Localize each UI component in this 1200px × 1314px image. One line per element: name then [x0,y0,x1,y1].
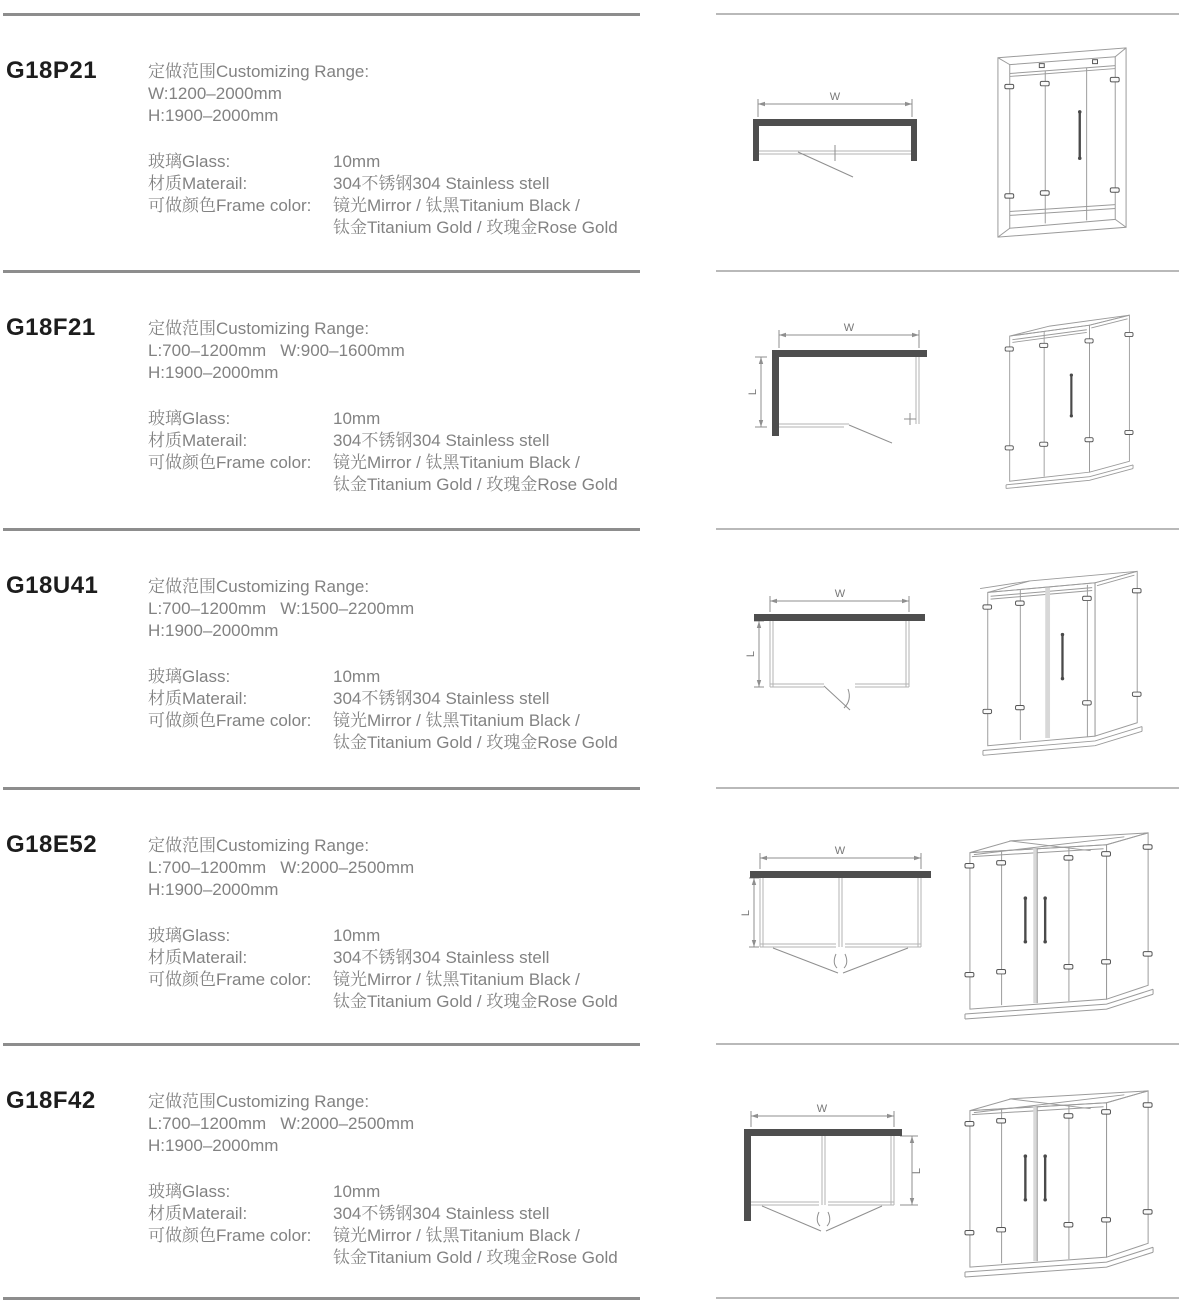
range-dimensions: W:1200–2000mm [148,84,282,103]
range-title: 定做范围Customizing Range: [148,62,370,81]
hinge [965,845,1152,977]
divider-line [716,270,1179,272]
plan-view-drawing [742,1105,927,1235]
spec-value-material: 304不锈钢304 Stainless stell [333,174,550,193]
hinge [1005,332,1133,449]
spec-table [148,925,618,1013]
dimension-w [751,1103,894,1127]
spec-table [148,408,618,496]
spec-table [148,151,618,239]
range-height: H:1900–2000mm [148,106,279,125]
spec-label-glass: 玻璃Glass: [148,926,231,945]
spec-label-material: 材质Materail: [148,431,248,450]
base-tray [965,989,1153,1019]
spec-label-material: 材质Materail: [148,1204,248,1223]
dimension-l [740,878,759,947]
divider-line [3,1297,640,1300]
glass-panel [1010,68,1115,224]
divider-line [3,787,640,790]
range-height: H:1900–2000mm [148,1136,279,1155]
customizing-range [148,1091,414,1157]
wall [750,871,931,878]
hinge [1005,77,1119,198]
enclosure-frame [980,571,1137,745]
dimension-label-l: L [740,909,752,917]
plan-view-drawing [747,322,927,444]
glass-panel [751,1136,894,1205]
range-title: 定做范围Customizing Range: [148,836,370,855]
product-row-g18u41 [0,528,1200,787]
dimension-w [779,322,919,348]
product-row-g18f21 [0,270,1200,528]
glass-panel [759,145,911,161]
divider-line [3,528,640,531]
range-title: 定做范围Customizing Range: [148,319,370,338]
customizing-range [148,318,405,384]
wall [754,614,925,621]
model-code: G18F21 [6,314,96,341]
spec-label-glass: 玻璃Glass: [148,667,231,686]
spec-value-glass: 10mm [333,667,381,686]
dimension-w [758,91,912,117]
glass-panel [1002,1105,1069,1263]
spec-value-color-2: 钛金Titanium Gold / 玫瑰金Rose Gold [333,475,618,494]
glass-panel [1020,585,1087,740]
divider-line [716,13,1179,15]
isometric-drawing [962,819,1160,1017]
product-row-g18f42 [0,1043,1200,1298]
range-title: 定做范围Customizing Range: [148,1092,370,1111]
door-swing [849,425,892,443]
isometric-drawing [978,556,1146,762]
divider-line [716,1043,1179,1045]
divider-line [716,787,1179,789]
model-code: G18P21 [6,57,98,84]
spec-table [148,666,618,754]
door-handle [1078,110,1082,160]
spec-value-material: 304不锈钢304 Stainless stell [333,689,550,708]
spec-value-color-2: 钛金Titanium Gold / 玫瑰金Rose Gold [333,733,618,752]
door-handle [1070,373,1073,417]
top-rail [1010,60,1115,77]
glass-panel [779,357,919,427]
wall [772,350,927,436]
spec-label-glass: 玻璃Glass: [148,152,231,171]
product-row-g18e52 [0,787,1200,1043]
base-tray [965,1247,1153,1277]
base-tray [1006,465,1133,489]
spec-label-material: 材质Materail: [148,948,248,967]
spec-label-glass: 玻璃Glass: [148,1182,231,1201]
customizing-range [148,61,369,127]
range-dimensions: L:700–1200mm W:900–1600mm [148,341,405,360]
enclosure-frame [970,833,1148,1009]
range-height: H:1900–2000mm [148,363,279,382]
divider-line [3,13,640,16]
spec-value-material: 304不锈钢304 Stainless stell [333,1204,550,1223]
spec-value-glass: 10mm [333,926,381,945]
base-tray [983,727,1142,756]
spec-label-color: 可做颜色Frame color: [148,711,312,730]
spec-label-color: 可做颜色Frame color: [148,970,312,989]
dimension-label-w: W [816,1103,828,1115]
range-dimensions: L:700–1200mm W:2000–2500mm [148,1114,415,1133]
range-title: 定做范围Customizing Range: [148,577,370,596]
spec-value-glass: 10mm [333,409,381,428]
spec-value-material: 304不锈钢304 Stainless stell [333,948,550,967]
isometric-drawing [988,38,1136,245]
door-swing [762,1206,882,1231]
dimension-label-l: L [745,650,757,658]
range-dimensions: L:700–1200mm W:1500–2200mm [148,599,415,618]
isometric-drawing [962,1077,1160,1275]
dimension-label-w: W [843,322,855,334]
glass-panel [1002,847,1069,1005]
spec-table [148,1181,618,1269]
dimension-l [747,357,767,427]
divider-line [716,1297,1179,1299]
spec-label-color: 可做颜色Frame color: [148,453,312,472]
customizing-range [148,576,414,642]
spec-value-color-1: 镜光Mirror / 钛黑Titanium Black / [333,711,580,730]
spec-value-material: 304不锈钢304 Stainless stell [333,431,550,450]
spec-value-color-1: 镜光Mirror / 钛黑Titanium Black / [333,196,580,215]
spec-value-color-2: 钛金Titanium Gold / 玫瑰金Rose Gold [333,992,618,1011]
door-swing [798,152,853,177]
spec-value-color-2: 钛金Titanium Gold / 玫瑰金Rose Gold [333,1248,618,1267]
plan-view-drawing [750,91,920,191]
spec-value-color-1: 镜光Mirror / 钛黑Titanium Black / [333,970,580,989]
product-row-g18p21 [0,13,1200,270]
spec-label-glass: 玻璃Glass: [148,409,231,428]
hinge [965,1103,1152,1235]
isometric-drawing [995,298,1145,493]
spec-value-color-1: 镜光Mirror / 钛黑Titanium Black / [333,453,580,472]
model-code: G18F42 [6,1087,96,1114]
dimension-w [760,845,921,869]
door-swing [773,948,908,973]
dimension-label-l: L [747,388,759,396]
spec-label-material: 材质Materail: [148,174,248,193]
spec-value-color-2: 钛金Titanium Gold / 玫瑰金Rose Gold [333,218,618,237]
spec-label-material: 材质Materail: [148,689,248,708]
spec-label-color: 可做颜色Frame color: [148,1226,312,1245]
door-swing [824,686,850,710]
spec-value-color-1: 镜光Mirror / 钛黑Titanium Black / [333,1226,580,1245]
spec-label-color: 可做颜色Frame color: [148,196,312,215]
dimension-l [900,1136,923,1205]
dimension-label-w: W [829,91,841,103]
spec-value-glass: 10mm [333,152,381,171]
range-dimensions: L:700–1200mm W:2000–2500mm [148,858,415,877]
plan-view-drawing [745,588,927,715]
glass-panel [770,621,909,687]
enclosure-frame [970,1091,1148,1267]
door-handle [1061,633,1064,681]
model-code: G18E52 [6,831,98,858]
top-rail [991,575,1135,599]
range-height: H:1900–2000mm [148,880,279,899]
divider-line [3,1043,640,1046]
divider-line [3,270,640,273]
plan-view-drawing [740,845,933,977]
customizing-range [148,835,414,901]
dimension-label-w: W [834,588,846,600]
dimension-l [745,621,764,687]
spec-value-glass: 10mm [333,1182,381,1201]
range-height: H:1900–2000mm [148,621,279,640]
glass-panel [760,878,921,947]
dimension-label-l: L [911,1167,923,1175]
model-code: G18U41 [6,572,99,599]
divider-line [716,528,1179,530]
dimension-label-w: W [834,845,846,857]
dimension-w [770,588,909,612]
